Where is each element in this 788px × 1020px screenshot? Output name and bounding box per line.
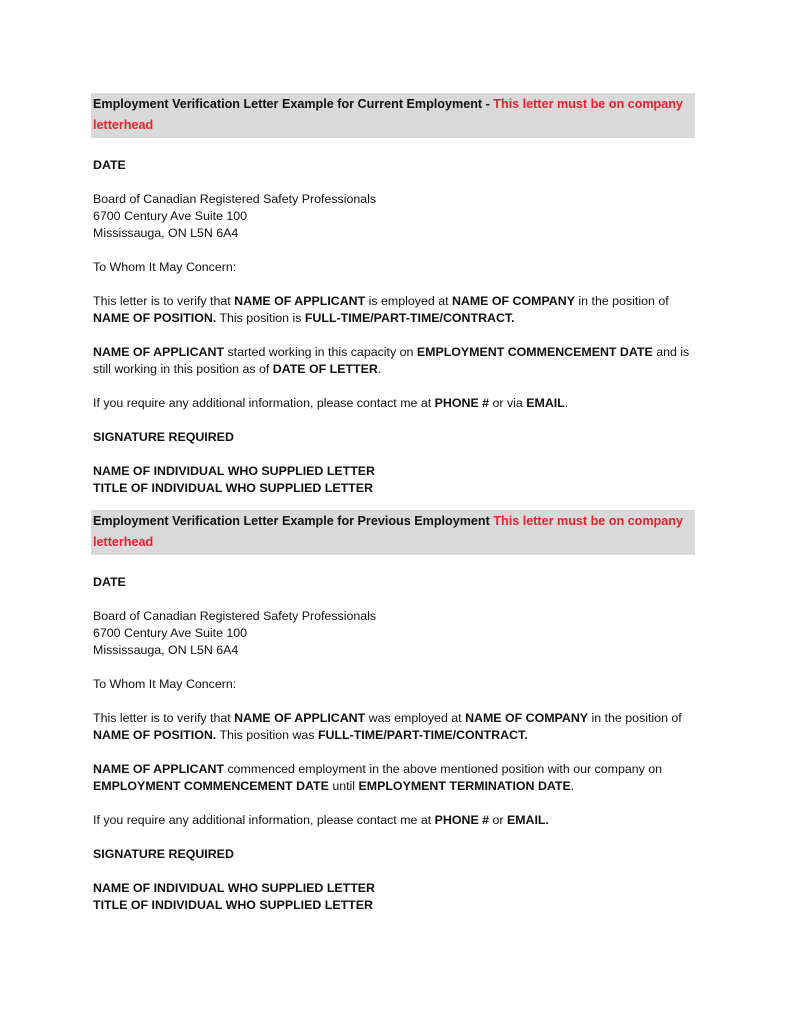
placeholder-commencement-date: EMPLOYMENT COMMENCEMENT DATE xyxy=(416,345,653,359)
paragraph-commencement xyxy=(93,761,697,795)
text: . xyxy=(570,779,575,793)
placeholder-company: NAME OF COMPANY xyxy=(465,711,589,725)
signatory-name: NAME OF INDIVIDUAL WHO SUPPLIED LETTER xyxy=(93,881,376,895)
text: in the position of xyxy=(574,294,669,308)
placeholder-date-of-letter: DATE OF LETTER xyxy=(272,362,378,376)
text: or xyxy=(489,813,507,827)
placeholder-position: NAME OF POSITION. xyxy=(93,311,217,325)
letter-previous-employment xyxy=(93,510,697,914)
recipient-address xyxy=(93,191,697,242)
text: and is still working in this position as of xyxy=(93,345,690,376)
placeholder-applicant: NAME OF APPLICANT xyxy=(93,345,225,359)
text: or via xyxy=(489,396,527,410)
salutation: To Whom It May Concern: xyxy=(93,260,237,274)
placeholder-company: NAME OF COMPANY xyxy=(451,294,575,308)
paragraph-verification xyxy=(93,710,697,744)
signatory-block xyxy=(93,463,697,497)
paragraph-contact xyxy=(93,812,697,829)
address-line: 6700 Century Ave Suite 100 xyxy=(93,626,248,640)
text: This letter is to verify that xyxy=(93,711,235,725)
placeholder-email: EMAIL xyxy=(526,396,565,410)
text: If you require any additional information, please contact me at xyxy=(93,813,435,827)
section-heading xyxy=(91,93,695,138)
heading-warning: This letter must be on company letterhead xyxy=(93,97,683,132)
text: commenced employment in the above mentioned position with our company on xyxy=(224,762,663,776)
date-placeholder: DATE xyxy=(93,158,126,172)
text: until xyxy=(328,779,359,793)
placeholder-email: EMAIL. xyxy=(506,813,549,827)
address-line: Mississauga, ON L5N 6A4 xyxy=(93,226,239,240)
signature-required: SIGNATURE REQUIRED xyxy=(93,430,234,444)
recipient-address xyxy=(93,608,697,659)
text: started working in this capacity on xyxy=(224,345,417,359)
placeholder-applicant: NAME OF APPLICANT xyxy=(234,294,366,308)
salutation: To Whom It May Concern: xyxy=(93,677,237,691)
text: was employed at xyxy=(365,711,466,725)
placeholder-applicant: NAME OF APPLICANT xyxy=(234,711,366,725)
text: This letter is to verify that xyxy=(93,294,235,308)
text: This position was xyxy=(216,728,318,742)
text: If you require any additional information, please contact me at xyxy=(93,396,435,410)
placeholder-phone: PHONE # xyxy=(434,813,490,827)
text: . xyxy=(377,362,382,376)
address-line: Board of Canadian Registered Safety Professionals xyxy=(93,192,377,206)
section-heading xyxy=(91,510,695,555)
placeholder-commencement-date: EMPLOYMENT COMMENCEMENT DATE xyxy=(93,779,329,793)
signatory-name: NAME OF INDIVIDUAL WHO SUPPLIED LETTER xyxy=(93,464,376,478)
placeholder-position: NAME OF POSITION. xyxy=(93,728,217,742)
paragraph-verification xyxy=(93,293,697,327)
text: is employed at xyxy=(365,294,452,308)
placeholder-termination-date: EMPLOYMENT TERMINATION DATE xyxy=(358,779,571,793)
text: This position is xyxy=(216,311,305,325)
heading-text: Employment Verification Letter Example for Current Employment - xyxy=(93,97,494,111)
paragraph-contact xyxy=(93,395,697,412)
address-line: Mississauga, ON L5N 6A4 xyxy=(93,643,239,657)
signatory-block xyxy=(93,880,697,914)
text: in the position of xyxy=(588,711,682,725)
heading-text: Employment Verification Letter Example for Previous Employment xyxy=(93,514,494,528)
address-line: 6700 Century Ave Suite 100 xyxy=(93,209,248,223)
signatory-title: TITLE OF INDIVIDUAL WHO SUPPLIED LETTER xyxy=(93,898,373,912)
signature-required: SIGNATURE REQUIRED xyxy=(93,847,234,861)
address-line: Board of Canadian Registered Safety Professionals xyxy=(93,609,377,623)
placeholder-employment-type: FULL-TIME/PART-TIME/CONTRACT. xyxy=(317,728,528,742)
date-placeholder: DATE xyxy=(93,575,126,589)
paragraph-commencement xyxy=(93,344,697,378)
placeholder-phone: PHONE # xyxy=(434,396,490,410)
placeholder-employment-type: FULL-TIME/PART-TIME/CONTRACT. xyxy=(304,311,515,325)
signatory-title: TITLE OF INDIVIDUAL WHO SUPPLIED LETTER xyxy=(93,481,373,495)
letter-current-employment xyxy=(93,93,697,497)
placeholder-applicant: NAME OF APPLICANT xyxy=(93,762,225,776)
text: . xyxy=(564,396,569,410)
heading-warning: This letter must be on company letterhead xyxy=(93,514,683,549)
